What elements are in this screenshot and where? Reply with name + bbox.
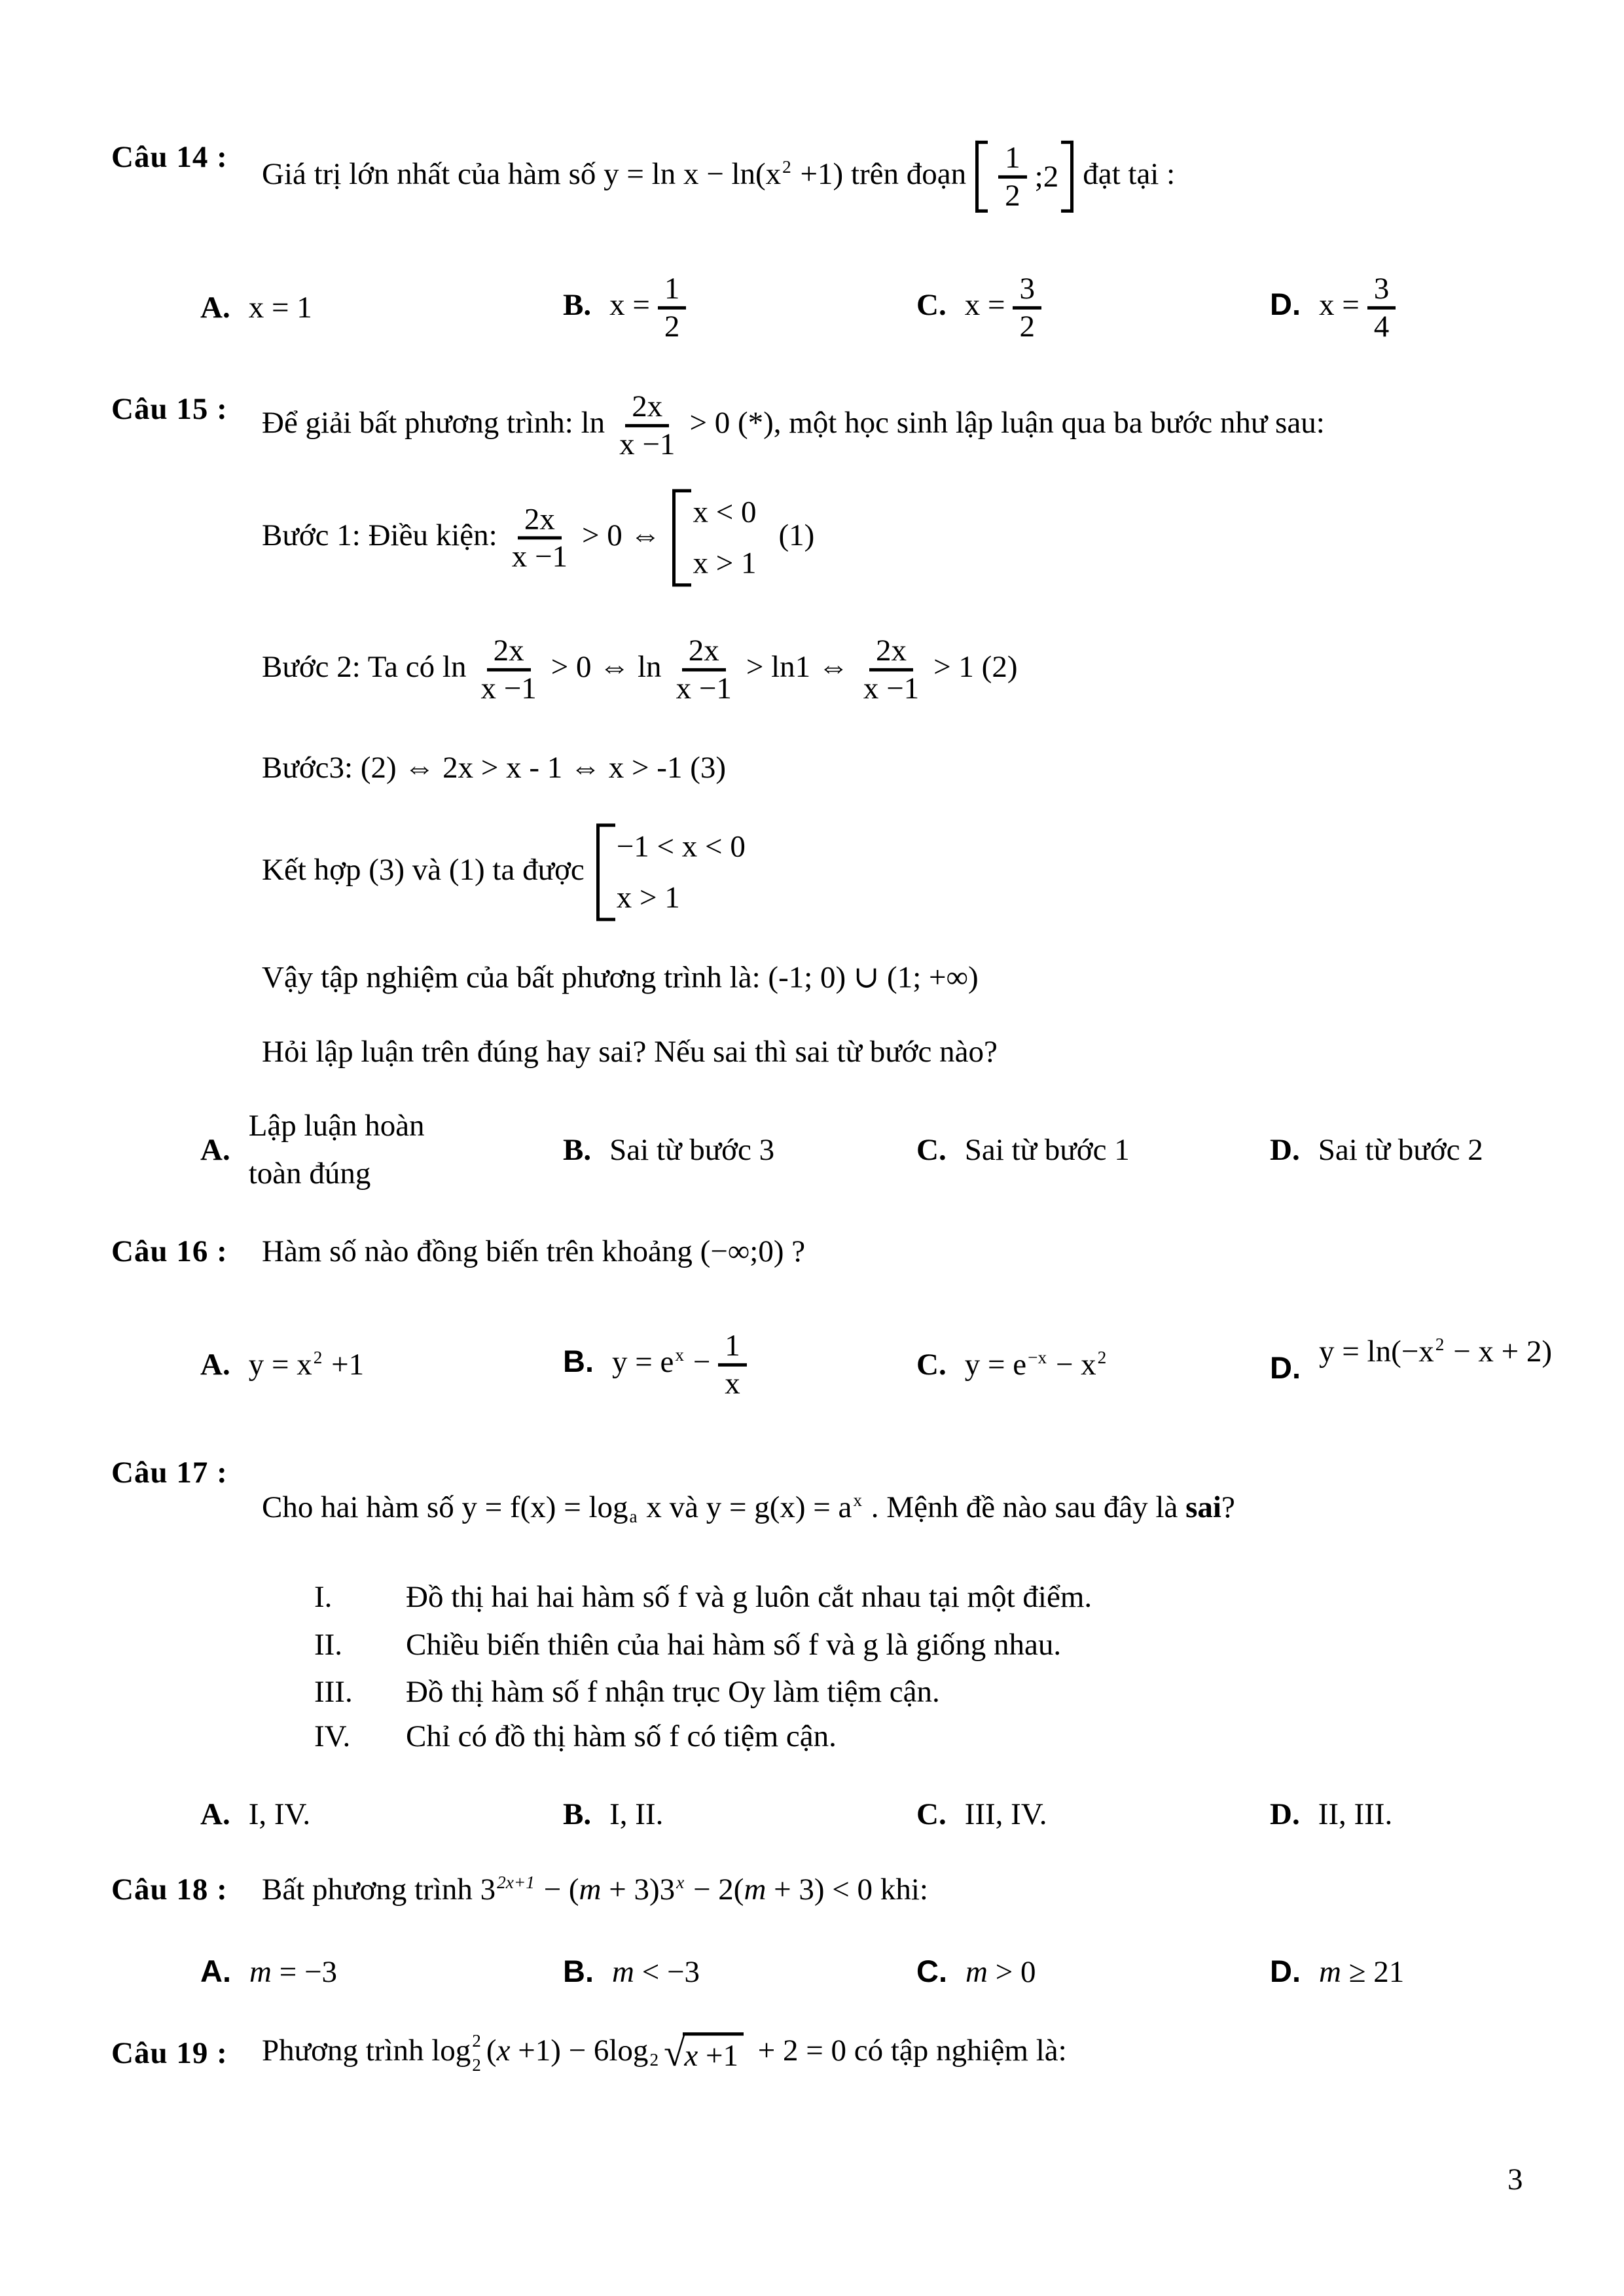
exponent: x [675, 1344, 684, 1365]
math-text: +1) − 6log [510, 2033, 649, 2068]
fraction-numerator: 2x [869, 634, 913, 672]
q17-option-a [200, 1797, 310, 1832]
fraction-denominator: x −1 [863, 671, 920, 706]
step2-mid-2: > ln1 ⇔ [746, 649, 849, 684]
q18-option-d [1270, 1953, 1404, 1990]
q16-option-d [1270, 1335, 1553, 1386]
q17-item-3 [314, 1674, 940, 1710]
option-math [964, 271, 1049, 344]
option-letter: C. [916, 1797, 947, 1831]
q14-option-c [916, 272, 1049, 344]
option-letter: D. [1270, 1954, 1301, 1988]
q14-option-b [563, 272, 694, 344]
q19-stem-post: có tập nghiệm là: [854, 2033, 1067, 2068]
q17-option-b [563, 1797, 663, 1832]
math-text: − x [1048, 1348, 1096, 1382]
q14-stem-post: đạt tại : [1083, 156, 1176, 191]
item-text: Chỉ có đồ thị hàm số f có tiệm cận. [406, 1719, 837, 1753]
step2-end: > 1 (2) [933, 649, 1018, 684]
item-text: Đồ thị hai hai hàm số f và g luôn cắt nhau tại một điểm. [406, 1580, 1092, 1614]
q17-label: Câu 17 : [111, 1456, 228, 1490]
q18-stem-math [480, 1873, 880, 1907]
q15-option-d [1270, 1132, 1483, 1168]
exponent: 2 [1435, 1335, 1445, 1355]
fraction [857, 634, 926, 706]
fraction-numerator: 2x [518, 502, 562, 540]
math-text: − ( [535, 1873, 579, 1907]
exponent: 2 [313, 1348, 323, 1368]
fraction-denominator: x −1 [676, 671, 732, 706]
q17-stem-post: . Mệnh đề nào sau đây là [863, 1490, 1186, 1524]
fraction-denominator: 2 [664, 309, 680, 344]
fraction-denominator: x [725, 1366, 740, 1401]
option-letter: D. [1270, 1133, 1300, 1167]
roman-numeral: I. [314, 1580, 333, 1614]
square-root [664, 2033, 744, 2074]
q17-stem-end: ? [1221, 1490, 1235, 1524]
q18-option-b [563, 1953, 700, 1990]
exponent: 2x+1 [497, 1873, 535, 1893]
math-text: +1 [323, 1348, 365, 1382]
math-text: y = e [964, 1348, 1027, 1382]
variable-m: m [612, 1955, 634, 1989]
q15-stem-post: > 0 (*), một học sinh lập luận qua ba bước như sau: [689, 405, 1325, 440]
option-math [612, 1328, 755, 1401]
option-text: Sai từ bước 1 [964, 1133, 1130, 1167]
q15-label: Câu 15 : [111, 392, 228, 426]
variable-m: m [249, 1955, 272, 1989]
option-letter: D. [1270, 286, 1301, 321]
q14-option-a [200, 290, 312, 325]
option-math [1319, 1955, 1404, 1989]
math-text: > 0 [987, 1955, 1036, 1989]
option-math [609, 271, 694, 344]
math-text: +1 [698, 2039, 738, 2073]
q15-step2 [262, 634, 1017, 706]
q17-item-1 [314, 1579, 1092, 1615]
item-text: Chiều biến thiên của hai hàm số f và g là giống nhau. [406, 1628, 1062, 1662]
option-letter: A. [200, 1797, 230, 1831]
q15-step1 [262, 489, 814, 586]
fraction [505, 502, 574, 574]
fraction [1367, 272, 1396, 344]
case-2: x > 1 [616, 880, 680, 914]
exponent: x [676, 1873, 685, 1893]
math-text: 3 [480, 1873, 496, 1907]
q14-math-2: +1) [792, 156, 851, 191]
step2-pre: Bước 2: Ta có ln [262, 649, 467, 684]
option-letter: B. [563, 1343, 594, 1378]
exponent: −x [1028, 1348, 1047, 1368]
fraction-denominator: x −1 [480, 671, 537, 706]
option-text: III, IV. [964, 1797, 1047, 1831]
math-text: − 2( [685, 1873, 744, 1907]
step1-relation: > 0 ⇔ [581, 518, 661, 552]
variable-x: x [496, 2033, 511, 2068]
option-letter: A. [200, 1954, 231, 1988]
radical-icon: √ [664, 2032, 685, 2075]
option-math [249, 1348, 364, 1382]
fraction [658, 272, 687, 344]
fraction [670, 634, 738, 706]
option-math [965, 1955, 1036, 1989]
option-text: Sai từ bước 3 [609, 1133, 775, 1167]
exponent: x [853, 1490, 863, 1511]
q15-step3: Bước3: (2) ⇔ 2x > x - 1 ⇔ x > -1 (3) [262, 751, 727, 785]
math-text: y = e [612, 1344, 674, 1379]
option-math [249, 1955, 337, 1989]
math-text: + 2 = 0 [749, 2033, 854, 2068]
fraction-numerator: 3 [1367, 272, 1396, 310]
fraction-numerator: 2x [487, 634, 531, 672]
interval-bracket [975, 141, 1074, 213]
option-math [1319, 1334, 1552, 1369]
roman-numeral: IV. [314, 1719, 351, 1753]
math-text: + 3) < 0 [766, 1873, 880, 1907]
q16-option-a [200, 1347, 364, 1382]
option-letter: A. [200, 1348, 230, 1382]
fraction-denominator: 2 [1005, 178, 1020, 213]
option-text: II, III. [1318, 1797, 1393, 1831]
option-letter: D. [1270, 1797, 1300, 1831]
log-exponent: 2 [472, 2031, 481, 2051]
q16-option-c [916, 1347, 1108, 1382]
case-2: x > 1 [693, 546, 757, 580]
q15-option-b [563, 1132, 774, 1168]
math-text: ≥ 21 [1341, 1955, 1405, 1989]
option-text: x = [609, 287, 650, 322]
case-1: −1 < x < 0 [616, 829, 746, 864]
step1-pre: Bước 1: Điều kiện: [262, 518, 497, 552]
option-text: Sai từ bước 2 [1318, 1133, 1483, 1167]
case-bracket [672, 489, 767, 586]
q15-stem [262, 389, 1325, 461]
q18-option-a [200, 1953, 337, 1990]
option-text: I, IV. [248, 1797, 311, 1831]
q14-option-d [1270, 272, 1403, 344]
roman-numeral: II. [314, 1628, 343, 1662]
page-number: 3 [1507, 2162, 1523, 2197]
fraction [613, 389, 681, 461]
variable-m: m [744, 1873, 767, 1907]
q18-stem-pre: Bất phương trình [262, 1873, 480, 1907]
interval-upper: ;2 [1034, 159, 1059, 194]
option-math [965, 1348, 1108, 1382]
option-text: x = 1 [248, 291, 312, 325]
fraction-numerator: 2x [625, 389, 669, 427]
fraction-denominator: 4 [1373, 309, 1390, 344]
q17-stem-mid: x và y = g(x) = a [638, 1490, 852, 1524]
q17-option-c [916, 1797, 1047, 1832]
q18-stem [262, 1872, 928, 1907]
q17-stem [262, 1490, 1235, 1525]
q16-label: Câu 16 : [111, 1234, 228, 1268]
q17-option-d [1270, 1797, 1392, 1832]
variable-m: m [965, 1955, 988, 1989]
q19-stem-math [431, 2031, 854, 2075]
log-base: a [629, 1507, 638, 1527]
q14-label: Câu 14 : [111, 140, 228, 174]
q16-option-b [563, 1329, 755, 1401]
q15-option-c [916, 1132, 1130, 1168]
fraction-numerator: 1 [998, 141, 1027, 179]
fraction-denominator: x −1 [619, 427, 676, 461]
q18-label: Câu 18 : [111, 1873, 228, 1907]
option-letter: C. [916, 1348, 947, 1382]
q19-stem [262, 2029, 1067, 2077]
q15-combine [262, 823, 768, 921]
log-base: 2 [472, 2055, 481, 2075]
item-text: Đồ thị hàm số f nhận trục Oy làm tiệm cận. [406, 1675, 940, 1709]
q16-stem: Hàm số nào đồng biến trên khoảng (−∞;0) ? [262, 1234, 806, 1268]
q17-stem-bold: sai [1185, 1490, 1221, 1524]
fraction-denominator: 2 [1019, 309, 1035, 344]
fraction [474, 634, 543, 706]
variable-x: x [684, 2039, 698, 2073]
math-text: − [685, 1344, 711, 1379]
combine-pre: Kết hợp (3) và (1) ta được [262, 852, 585, 887]
case-bracket [596, 823, 756, 921]
math-text: ( [486, 2033, 497, 2068]
log-base: 2 [649, 2049, 659, 2070]
q18-option-c [916, 1953, 1036, 1990]
log-sub-sup [472, 2029, 481, 2077]
option-text: x = [1319, 287, 1360, 322]
right-bracket-icon [1061, 141, 1074, 213]
step1-tag: (1) [778, 518, 815, 552]
math-text: y = ln(−x [1319, 1335, 1434, 1369]
option-text: x = [964, 287, 1005, 322]
q14-stem-mid: trên đoạn [850, 156, 967, 191]
option-math [612, 1955, 700, 1989]
fraction-denominator: x −1 [511, 539, 568, 574]
q14-stem-pre: Giá trị lớn nhất của hàm số [262, 156, 604, 191]
option-text: Lập luận hoàn toàn đúng [248, 1109, 425, 1191]
option-letter: A. [200, 291, 230, 325]
option-letter: C. [916, 1954, 947, 1988]
q15-conclusion: Vậy tập nghiệm của bất phương trình là: (-1; 0) ∪ (1; +∞) [262, 960, 979, 995]
q17-item-2 [314, 1627, 1061, 1662]
q17-stem-pre: Cho hai hàm số y = f(x) = log [262, 1490, 628, 1524]
math-text: y = x [248, 1348, 312, 1382]
q17-item-4 [314, 1719, 837, 1754]
variable-m: m [1319, 1955, 1341, 1989]
fraction-numerator: 1 [658, 272, 687, 310]
option-letter: B. [563, 287, 592, 322]
math-text: = −3 [271, 1955, 337, 1989]
step2-mid-1: > 0 ⇔ ln [550, 649, 662, 684]
roman-numeral: III. [314, 1675, 353, 1709]
case-1: x < 0 [693, 495, 757, 529]
radicand [683, 2033, 744, 2074]
option-math [1319, 271, 1403, 344]
q14-stem [262, 141, 1175, 213]
option-text: I, II. [609, 1797, 664, 1831]
q15-option-a [200, 1102, 468, 1198]
fraction [998, 141, 1027, 213]
option-letter: B. [563, 1133, 592, 1167]
fraction-numerator: 1 [718, 1329, 747, 1367]
log-word: log [431, 2033, 471, 2068]
q14-exponent: 2 [782, 156, 791, 177]
q15-stem-pre: Để giải bất phương trình: ln [262, 405, 605, 440]
left-bracket-icon [975, 141, 988, 213]
q19-stem-pre: Phương trình [262, 2033, 432, 2068]
q19-label: Câu 19 : [111, 2036, 228, 2070]
exponent: 2 [1097, 1348, 1107, 1368]
option-letter: D. [1270, 1350, 1301, 1385]
fraction [718, 1329, 747, 1401]
option-letter: B. [563, 1954, 594, 1988]
option-letter: C. [916, 287, 947, 322]
option-letter: B. [563, 1797, 592, 1831]
q15-question: Hỏi lập luận trên đúng hay sai? Nếu sai thì sai từ bước nào? [262, 1035, 998, 1069]
option-letter: C. [916, 1133, 947, 1167]
variable-m: m [579, 1873, 602, 1907]
q18-stem-post: khi: [880, 1873, 928, 1907]
fraction-numerator: 2x [682, 634, 726, 672]
fraction-numerator: 3 [1013, 272, 1041, 310]
math-text: < −3 [634, 1955, 700, 1989]
option-letter: A. [200, 1133, 230, 1167]
math-text: + 3)3 [601, 1873, 676, 1907]
q14-stem-math [604, 157, 851, 191]
math-text: − x + 2) [1445, 1335, 1553, 1369]
fraction [1013, 272, 1041, 344]
q14-math-1: y = ln x − ln(x [604, 156, 782, 191]
